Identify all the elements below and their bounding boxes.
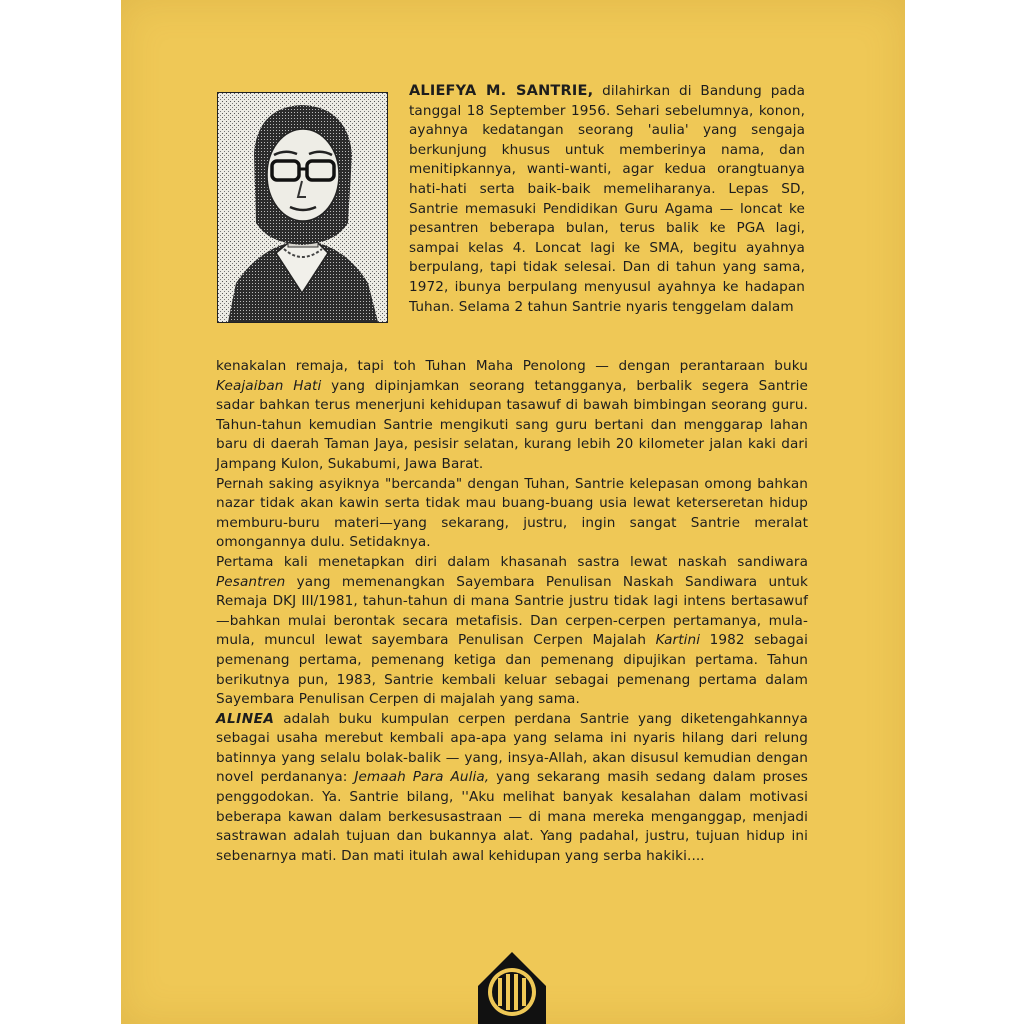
text-run: kenakalan remaja, tapi toh Tuhan Maha Penolong — dengan perantaraan buku (216, 358, 808, 374)
author-portrait-photo (218, 93, 387, 322)
text-run: 1982 sebagai pemenang pertama, pemenang ketiga dan pemenang dipujikan pertama. Tahun berikutnya pun, 1983, Santrie kembali keluar sebagai pemenang pertama dalam Sayembara Penulisan Cerpen di majalah yang sama. (216, 632, 808, 708)
bio-main-block (216, 357, 808, 866)
bio-intro-text: dilahirkan di Bandung pada tanggal 18 September 1956. Sehari sebelumnya, konon, ayahnya kedatangan seorang 'aulia' yang sengaja berkunjung khusus untuk memberinya nama, dan menitipkannya, wanti-wanti, agar kedua orangtuanya hati-hati serta baik-baik memeliharanya. Lepas SD, Santrie memasuki Pendidikan Guru Agama — loncat ke pesantren beberapa bulan, terus balik ke PGA lagi, sampai kelas 4. Loncat lagi ke SMA, begitu ayahnya berpulang, tapi tidak selesai. Dan di tahun yang sama, 1972, ibunya berpulang menyusul ayahnya ke hadapan Tuhan. Selama 2 tahun Santrie nyaris tenggelam dalam (409, 83, 806, 315)
text-run: Pertama kali menetapkan diri dalam khasanah sastra lewat naskah sandiwara (216, 553, 808, 570)
text-run: yang sekarang masih sedang dalam proses penggodokan. Ya. Santrie bilang, ''Aku melihat banyak kesalahan dalam motivasi beberapa kawan dalam berkesusastraan — di mana mereka menganggap, menjadi sastrawan adalah tujuan dan bukannya alat. Yang padahal, justru, tujuan hidup ini sebenarnya mati. Dan mati itulah awal kehidupan yang serba hakiki.... (216, 769, 808, 864)
text-run: yang memenangkan Sayembara Penulisan Naskah Sandiwara untuk Remaja DKJ III/1981, tahun-tahun di mana Santrie justru tidak lagi intens bertasawuf—bahkan mulai berontak secara metafisis. Dan cerpen-cerpen pertamanya, mula-mula, muncul lewat sayembara Penulisan Cerpen Majalah (216, 573, 808, 649)
bio-paragraph-1 (216, 357, 808, 475)
book-title-alinea: ALINEA (216, 710, 275, 727)
book-title-keajaiban-hati: Keajaiban Hati (216, 377, 322, 394)
text-run: yang dipinjamkan seorang tetangganya, berbalik segera Santrie sadar bahkan terus menerjuni kehidupan tasawuf di bawah bimbingan seorang guru. Tahun-tahun kemudian Santrie mengikuti sang guru bertani dan menggarap lahan baru di daerah Taman Jaya, pesisir selatan, kurang lebih 20 kilometer jalan kaki dari Jampang Kulon, Sukabumi, Jawa Barat. (216, 377, 809, 472)
publisher-logo (478, 952, 546, 1024)
author-name: ALIEFYA M. SANTRIE, (409, 83, 594, 99)
magazine-title-kartini: Kartini (655, 632, 701, 649)
play-title-pesantren: Pesantren (216, 573, 286, 590)
bio-paragraph-2: Pernah saking asyiknya "bercanda" dengan Tuhan, Santrie kelepasan omong bahkan nazar tidak akan kawin serta tidak mau buang-buang usia lewat keterseretan hidup memburu-buru materi—yang sekarang, justru, ingin sangat Santrie meralat omongannya dulu. Setidaknya. (216, 475, 808, 551)
text-run: adalah buku kumpulan cerpen perdana Santrie yang diketengahkannya sebagai usaha merebut kembali apa-apa yang selama ini nyaris hilang dari relung batinnya yang selalu bolak-balik — yang, insya-Allah, akan disusul kemudian dengan novel perdananya: (216, 710, 808, 786)
book-back-cover (121, 0, 905, 1024)
publisher-logo-icon (478, 952, 546, 1024)
novel-title-jemaah-para-aulia: Jemaah Para Aulia, (354, 769, 490, 786)
bio-paragraph-intro (409, 82, 805, 317)
author-portrait (217, 92, 388, 323)
bio-paragraph-3 (216, 553, 808, 710)
bio-top-block (409, 82, 805, 317)
bio-paragraph-4 (216, 710, 808, 867)
